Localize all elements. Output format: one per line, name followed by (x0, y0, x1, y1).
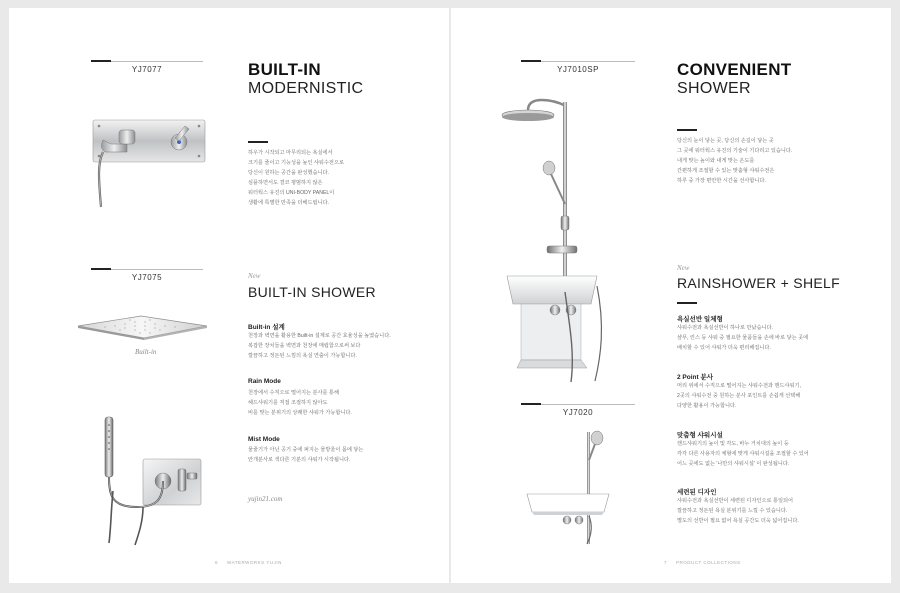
product-code: YJ7020 (562, 408, 594, 417)
product-code-rule (521, 61, 635, 62)
ceiling-rain-head-image (75, 312, 210, 344)
right-page (451, 8, 891, 583)
section-title: BUILT-IN SHOWER (248, 284, 376, 300)
section-body: 하우가 시작되고 마무리되는 욕실에서 크기를 줄이고 기능성을 높인 샤워수전으로 당신이 원하는 공간을 완성했습니다. 심플하면서도 결코 평범하지 않은 워터웍스 유진의 UNI-BODY PANEL이 생활에 특별한 만족을 더해드립니다. (248, 150, 344, 206)
feature-heading: 세련된 디자인 (677, 489, 717, 496)
feature-body: 천장과 벽면을 활용한 Built-in 설계로 공간 효율성을 높였습니다. 복잡한 장치들을 벽면과 천장에 매립함으로써 보다 깔끔하고 정돈된 느낌의 욕실 연출이 가능합니다. (248, 333, 391, 359)
feature-body: 핸드샤워기의 높이 및 각도, 바누 거치대의 높이 등 각각 다른 사용자의 체형에 맞게 샤워시설을 조절할 수 있어 어느 곳에도 없는 '나만의 샤워시설' 이 완성됩니다. (677, 441, 809, 467)
feature-body: 머리 위에서 수직으로 떨어지는 샤워수전과 핸드샤워기, 2곳의 샤워수전 중 원하는 분사 포인트를 손쉽게 선택해 다양한 활용이 가능합니다. (677, 383, 801, 409)
feature-heading: 2 Point 분사 (677, 374, 714, 381)
rainshower-shelf-image (501, 96, 611, 386)
feature-heading: Mist Mode (248, 436, 280, 443)
divider (677, 129, 697, 131)
divider (248, 141, 268, 143)
section-title-light: MODERNISTIC (248, 80, 364, 97)
footer-label: WATERWORKS YUJIN (227, 560, 282, 565)
new-tag: New (248, 272, 261, 280)
website-link[interactable]: yujin21.com (248, 495, 283, 503)
page-number: 6 (215, 560, 219, 565)
product-code-rule (91, 61, 203, 62)
wall-mixer-image (89, 116, 211, 211)
section-title-bold: CONVENIENT (677, 60, 792, 79)
built-in-mixer-image (83, 411, 208, 546)
feature-heading: 욕실선반 일체형 (677, 316, 723, 323)
section-title: RAINSHOWER + SHELF (677, 275, 840, 291)
product-code: YJ7077 (131, 65, 163, 74)
new-tag: New (677, 264, 690, 272)
product-code: YJ7010SP (557, 65, 599, 74)
page-number: 7 (664, 560, 668, 565)
footer-label: PRODUCT COLLECTIONS (676, 560, 741, 565)
section-title-light: SHOWER (677, 80, 751, 97)
feature-body: 천장에서 수직으로 떨어지는 분사를 통해 헤드샤워기를 직접 조절하지 않아도 비를 맞는 분위기의 상쾌한 샤워가 가능합니다. (248, 390, 352, 416)
feature-body: 샤워수전과 욕실선반이 세련된 디자인으로 통일되어 깔끔하고 정돈된 욕실 분위기를 느낄 수 있습니다. 별도의 선반이 필요 없어 욕실 공간도 더욱 넓어집니다. (677, 498, 799, 524)
shower-set-shelf-image (525, 428, 615, 548)
product-code: YJ7075 (131, 273, 163, 282)
product-caption: Built-in (135, 348, 157, 356)
divider (677, 302, 697, 304)
left-page (9, 8, 449, 583)
feature-body: 물줄기가 아닌 공기 중에 퍼지는 물방울이 몸에 닿는 안개분사로 색다른 기분의 샤워가 시작됩니다. (248, 447, 364, 463)
feature-body: 샤워수전과 욕실선반이 하나로 만났습니다. 샴푸, 린스 등 샤워 중 필요한 물품들을 손에 바로 닿는 곳에 배치할 수 있어 샤워가 더욱 편리해집니다. (677, 325, 809, 351)
feature-heading: Rain Mode (248, 378, 281, 385)
section-title-bold: BUILT-IN (248, 60, 321, 79)
feature-heading: 맞춤형 샤워시설 (677, 432, 723, 439)
product-code-rule (521, 404, 635, 405)
product-code-rule (91, 269, 203, 270)
section-body: 당신의 눈이 닿는 곳, 당신의 손길이 닿는 곳 그 곳에 워터웍스 유진의 기술이 기다리고 있습니다. 내게 맞는 높이와 내게 맞는 온도를 간편하게 조절할 수 있는 맞춤형 샤워수전은 하루 중 가장 편안한 시간을 선사합니다. (677, 138, 793, 184)
feature-heading: Built-in 설계 (248, 324, 285, 331)
